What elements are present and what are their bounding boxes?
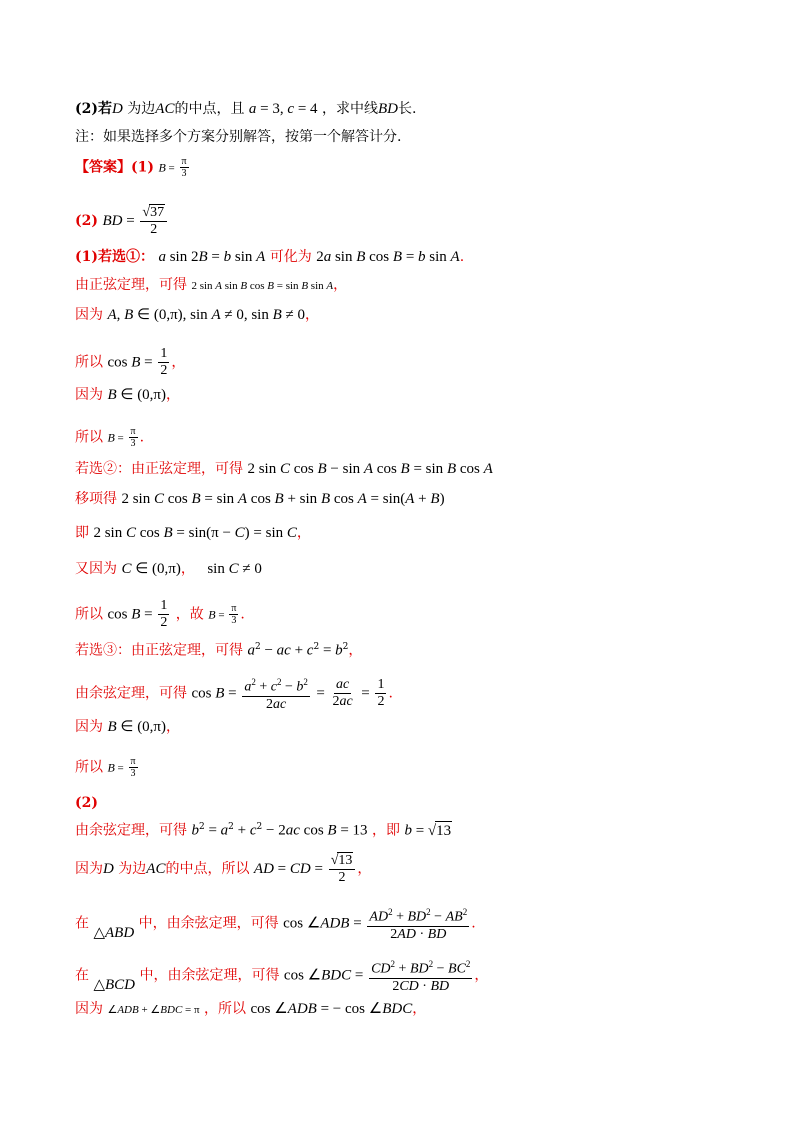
triangle-abd: 在 △ABD 中，由余弦定理，可得 cos ∠ADB = $\frac{AD^2 + BD^2 - AB^2}{2AD \cdot BD}$ .: [75, 904, 476, 943]
cosB-result: 所以 cos B = $\frac{1}{2}$ ，: [75, 346, 186, 378]
domain-condition: 因为 A, B ∈ (0,π), sin A ≠ 0, sin B ≠ 0，: [75, 307, 320, 323]
move-terms: 移项得 2 sin C cos B = sin A cos B + sin B cos A = sin(A + B): [75, 491, 445, 507]
angle-sum: 因为 ∠ADB + ∠BDC = π ，所以 cos ∠ADB = − cos ∠BDC，: [75, 1001, 427, 1017]
midpoint-statement: 因为D 为边AC的中点，所以 AD = CD = $\frac{√13}{2}$ ，: [75, 853, 372, 885]
answer-part1: 【答案】(1) B = $\frac{\pi}{3}$: [75, 156, 187, 179]
B-result-3: 所以 B = $\frac{\pi}{3}$: [75, 756, 136, 779]
B-range-3: 因为 B ∈ (0,π)，: [75, 719, 181, 735]
B-range: 因为 B ∈ (0,π)，: [75, 387, 181, 403]
part2-label: (2): [75, 795, 98, 811]
cos-rule-b: 由余弦定理，可得 $b^2 = a^2 + c^2 - 2ac$ cos B = 13 ，即 b = √13: [75, 822, 452, 839]
cos-rule-cosB: 由余弦定理，可得 cos B = $\frac{a^2 + c^2 - b^2}{2ac}$ = $\frac{ac}{2ac}$ = $\frac{1}{2}$ .: [75, 674, 393, 713]
solution-option2: 若选②：由正弦定理，可得 2 sin C cos B − sin A cos B = sin B cos A: [75, 461, 493, 477]
answer-part2: (2) BD = $\frac{√37}{2}$: [75, 204, 169, 238]
cosB-result-2: 所以 cos B = $\frac{1}{2}$ ，故 B = $\frac{\pi}{3}$ .: [75, 598, 245, 630]
solution-option3: 若选③：由正弦定理，可得 $a^2$ − ac + $c^2 = b^2$，: [75, 642, 363, 659]
C-range: 又因为 C ∈ (0,π)， sin C ≠ 0: [75, 561, 262, 577]
solution-option1: (1)若选①： a sin 2B = b sin A 可化为 2a sin B cos B = b sin A.: [75, 249, 465, 265]
equiv-step: 即 2 sin C cos B = sin(π − C) = sin C，: [75, 525, 311, 541]
question-part2: (2)若D 为边AC的中点，且 a = 3, c = 4 ，求中线BD长.: [75, 101, 417, 117]
note-text: 注：如果选择多个方案分别解答，按第一个解答计分.: [75, 129, 402, 145]
triangle-bcd: 在 △BCD 中，由余弦定理，可得 cos ∠BDC = $\frac{CD^2 + BD^2 - BC^2}{2CD \cdot BD}$ ，: [75, 956, 488, 995]
B-result-1: 所以 B = $\frac{\pi}{3}$ .: [75, 426, 145, 449]
sine-rule-1: 由正弦定理，可得 2 sin A sin B cos B = sin B sin A，: [75, 277, 348, 293]
